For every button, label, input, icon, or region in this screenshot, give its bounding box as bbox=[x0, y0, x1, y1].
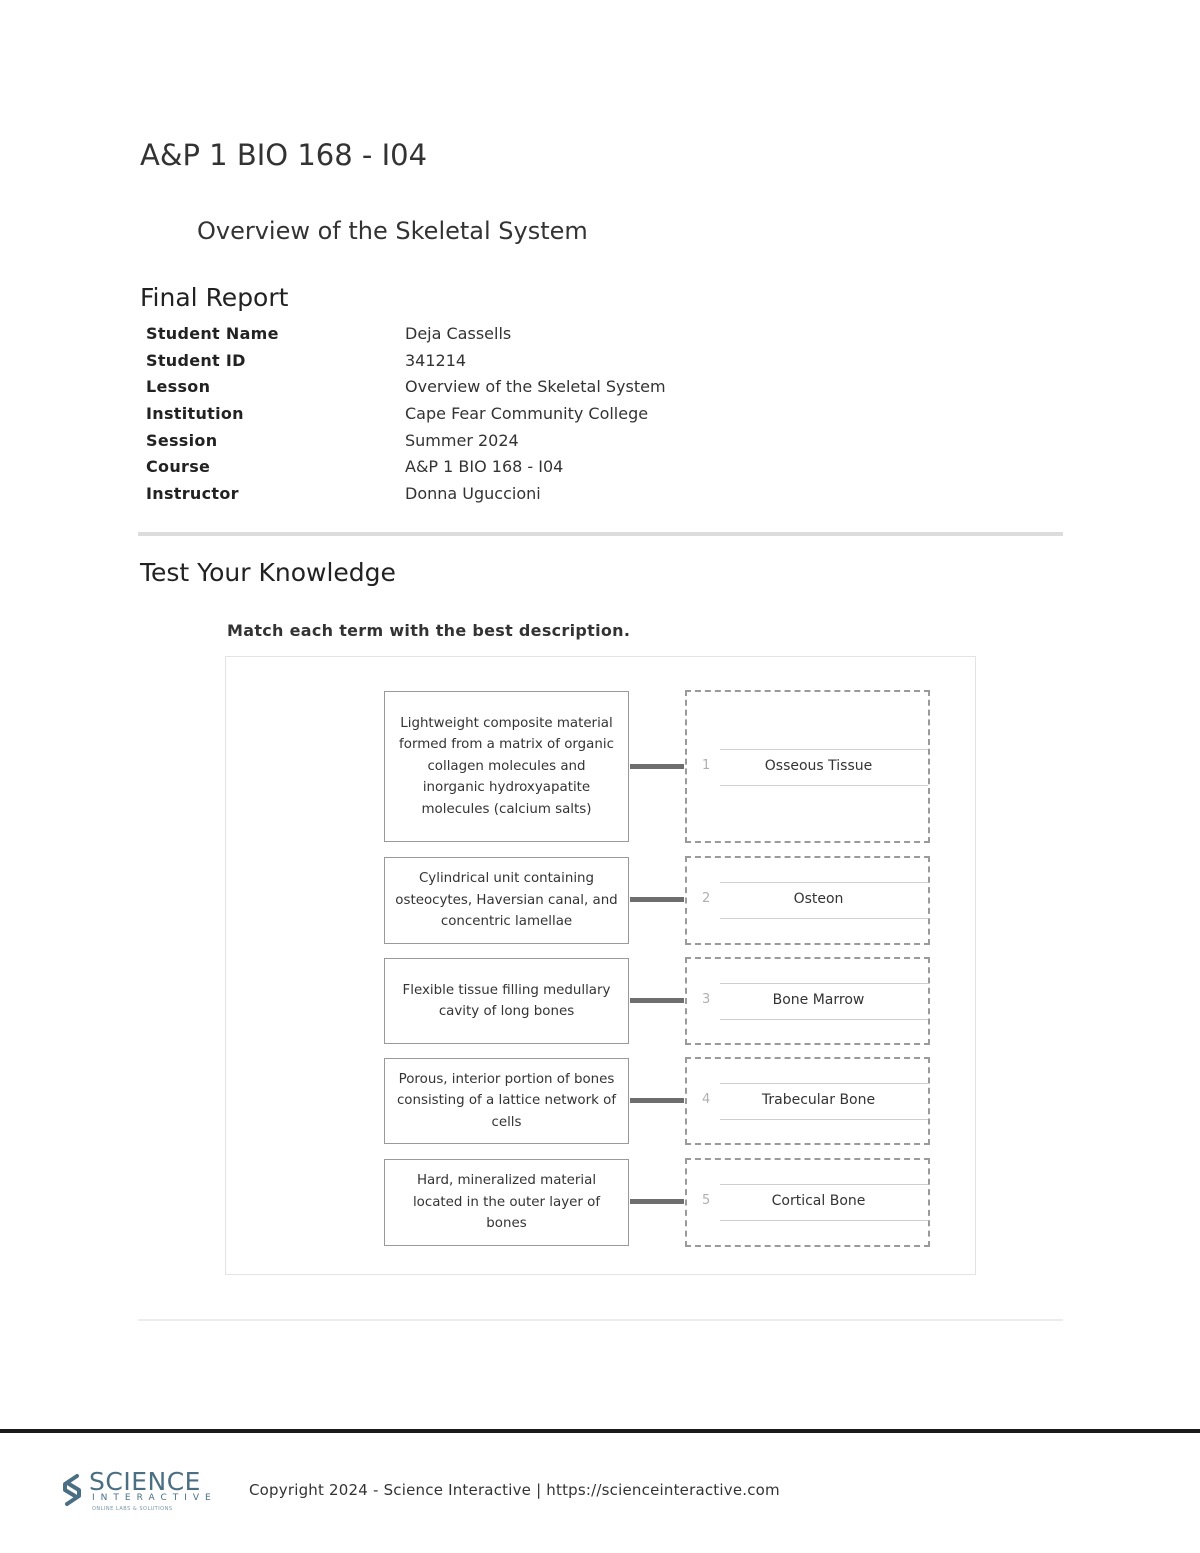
term-label: Osseous Tissue bbox=[764, 758, 873, 774]
info-value: 341214 bbox=[405, 350, 467, 370]
science-interactive-logo bbox=[57, 1468, 217, 1516]
info-label: Course bbox=[146, 457, 211, 477]
description-card: Porous, interior portion of bones consisting of a lattice network of cells bbox=[384, 1058, 629, 1144]
drop-target[interactable] bbox=[685, 957, 930, 1045]
info-label: Institution bbox=[146, 403, 244, 423]
info-row-session bbox=[146, 427, 666, 454]
info-value: Deja Cassells bbox=[405, 323, 512, 343]
description-card: Cylindrical unit containing osteocytes, Haversian canal, and concentric lamellae bbox=[384, 857, 629, 944]
info-value: Donna Uguccioni bbox=[405, 483, 541, 503]
report-title: Final Report bbox=[140, 283, 289, 312]
term-slot[interactable] bbox=[702, 882, 928, 919]
term-slot[interactable] bbox=[702, 983, 928, 1020]
match-connector bbox=[630, 897, 684, 902]
description-card: Lightweight composite material formed from a matrix of organic collagen molecules and inorganic hydroxyapatite molecules (calcium salts) bbox=[384, 691, 629, 842]
info-value: Summer 2024 bbox=[405, 430, 519, 450]
term-label: Bone Marrow bbox=[772, 992, 865, 1008]
term-label: Osteon bbox=[793, 891, 844, 907]
info-row-institution bbox=[146, 400, 666, 427]
course-title: A&P 1 BIO 168 - I04 bbox=[140, 138, 428, 172]
logo-text: SCIENCE bbox=[89, 1467, 201, 1496]
slot-number: 4 bbox=[702, 1092, 711, 1107]
info-label: Student ID bbox=[146, 350, 246, 370]
content-end-divider bbox=[138, 1319, 1063, 1321]
section-divider bbox=[138, 532, 1063, 536]
info-row-instructor bbox=[146, 480, 666, 507]
description-card: Flexible tissue filling medullary cavity of long bones bbox=[384, 958, 629, 1044]
match-connector bbox=[630, 1199, 684, 1204]
info-row-student-name bbox=[146, 320, 666, 347]
term-slot[interactable] bbox=[702, 1184, 928, 1221]
section-title: Test Your Knowledge bbox=[140, 558, 396, 587]
lesson-title: Overview of the Skeletal System bbox=[197, 217, 588, 245]
match-connector bbox=[630, 1098, 684, 1103]
info-label: Instructor bbox=[146, 483, 239, 503]
logo-tagline: ONLINE LABS & SOLUTIONS bbox=[92, 1506, 173, 1512]
slot-number: 1 bbox=[702, 758, 711, 773]
info-label: Student Name bbox=[146, 323, 279, 343]
drop-target[interactable] bbox=[685, 856, 930, 945]
report-info-table bbox=[146, 320, 666, 507]
info-row-course bbox=[146, 453, 666, 480]
term-label: Trabecular Bone bbox=[761, 1092, 876, 1108]
drop-target[interactable] bbox=[685, 690, 930, 843]
slot-number: 3 bbox=[702, 992, 711, 1007]
copyright-text: Copyright 2024 - Science Interactive | https://scienceinteractive.com bbox=[249, 1481, 780, 1499]
info-value: Overview of the Skeletal System bbox=[405, 377, 666, 397]
info-row-lesson bbox=[146, 373, 666, 400]
drop-target[interactable] bbox=[685, 1158, 930, 1247]
info-label: Session bbox=[146, 430, 218, 450]
logo-subtext: INTERACTIVE bbox=[92, 1493, 217, 1503]
info-row-student-id bbox=[146, 347, 666, 374]
footer-divider bbox=[0, 1429, 1200, 1433]
term-label: Cortical Bone bbox=[771, 1193, 866, 1209]
logo-mark-icon bbox=[57, 1470, 87, 1510]
match-connector bbox=[630, 998, 684, 1003]
drop-target[interactable] bbox=[685, 1057, 930, 1145]
info-label: Lesson bbox=[146, 377, 211, 397]
term-slot[interactable] bbox=[702, 1083, 928, 1120]
slot-number: 2 bbox=[702, 891, 711, 906]
info-value: A&P 1 BIO 168 - I04 bbox=[405, 457, 564, 477]
description-card: Hard, mineralized material located in the outer layer of bones bbox=[384, 1159, 629, 1246]
slot-number: 5 bbox=[702, 1193, 711, 1208]
term-slot[interactable] bbox=[702, 749, 928, 786]
question-instruction: Match each term with the best description. bbox=[227, 621, 631, 640]
info-value: Cape Fear Community College bbox=[405, 403, 649, 423]
match-connector bbox=[630, 764, 684, 769]
